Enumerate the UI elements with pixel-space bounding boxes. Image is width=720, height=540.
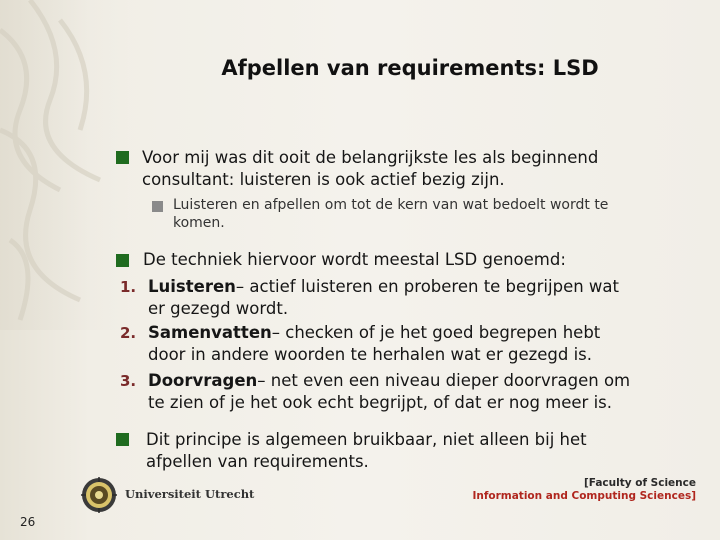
numbered-item-3-line-2: te zien of je het ook echt begrijpt, of dat er nog meer is. (148, 393, 613, 412)
numbered-item-1-line-1: – actief luisteren en proberen te begrijpen wat (235, 277, 620, 296)
university-name: Universiteit Utrecht (125, 487, 255, 501)
bullet-1-text (142, 147, 682, 191)
numbered-item-1-term: Luisteren (148, 277, 236, 296)
bullet-3-line-1: Dit principe is algemeen bruikbaar, niet alleen bij het (146, 430, 587, 449)
sub-bullet-text (173, 196, 693, 232)
slide-title: Afpellen van requirements: LSD (221, 56, 599, 80)
numbered-item-3-line-1: – net even een niveau dieper doorvragen om (257, 371, 631, 390)
sub-bullet-line-1: Luisteren en afpellen om tot de kern van wat bedoelt wordt te (173, 197, 609, 213)
numbered-item-3 (148, 370, 688, 414)
university-seal-logo (80, 476, 118, 514)
numbered-item-2-term: Samenvatten (148, 323, 272, 342)
faculty-line-1: [Faculty of Science (583, 477, 696, 489)
page-number: 26 (20, 515, 36, 529)
faculty-label (472, 477, 696, 503)
faculty-line-2: Information and Computing Sciences] (472, 490, 696, 502)
list-number-2: 2. (120, 324, 137, 342)
numbered-item-2-line-2: door in andere woorden te herhalen wat er gezegd is. (148, 345, 593, 364)
bullet-2-text: De techniek hiervoor wordt meestal LSD genoemd: (143, 250, 566, 269)
bullet-square-icon (116, 151, 129, 164)
bullet-3-line-2: afpellen van requirements. (146, 452, 369, 471)
numbered-item-3-term: Doorvragen (148, 371, 258, 390)
list-number-1: 1. (120, 278, 137, 296)
numbered-item-2 (148, 322, 688, 366)
decorative-pattern (0, 0, 130, 330)
bullet-square-icon (116, 433, 129, 446)
bullet-1-line-2: consultant: luisteren is ook actief bezig zijn. (142, 170, 505, 189)
numbered-item-1-line-2: er gezegd wordt. (148, 299, 289, 318)
sub-bullet-line-2: komen. (173, 215, 225, 231)
bullet-square-icon (116, 254, 129, 267)
numbered-item-1 (148, 276, 688, 320)
numbered-item-2-line-1: – checken of je het goed begrepen hebt (271, 323, 601, 342)
bullet-1-line-1: Voor mij was dit ooit de belangrijkste les als beginnend (142, 148, 599, 167)
list-number-3: 3. (120, 372, 137, 390)
sub-bullet-square-icon (152, 201, 163, 212)
bullet-3-text (146, 429, 686, 473)
